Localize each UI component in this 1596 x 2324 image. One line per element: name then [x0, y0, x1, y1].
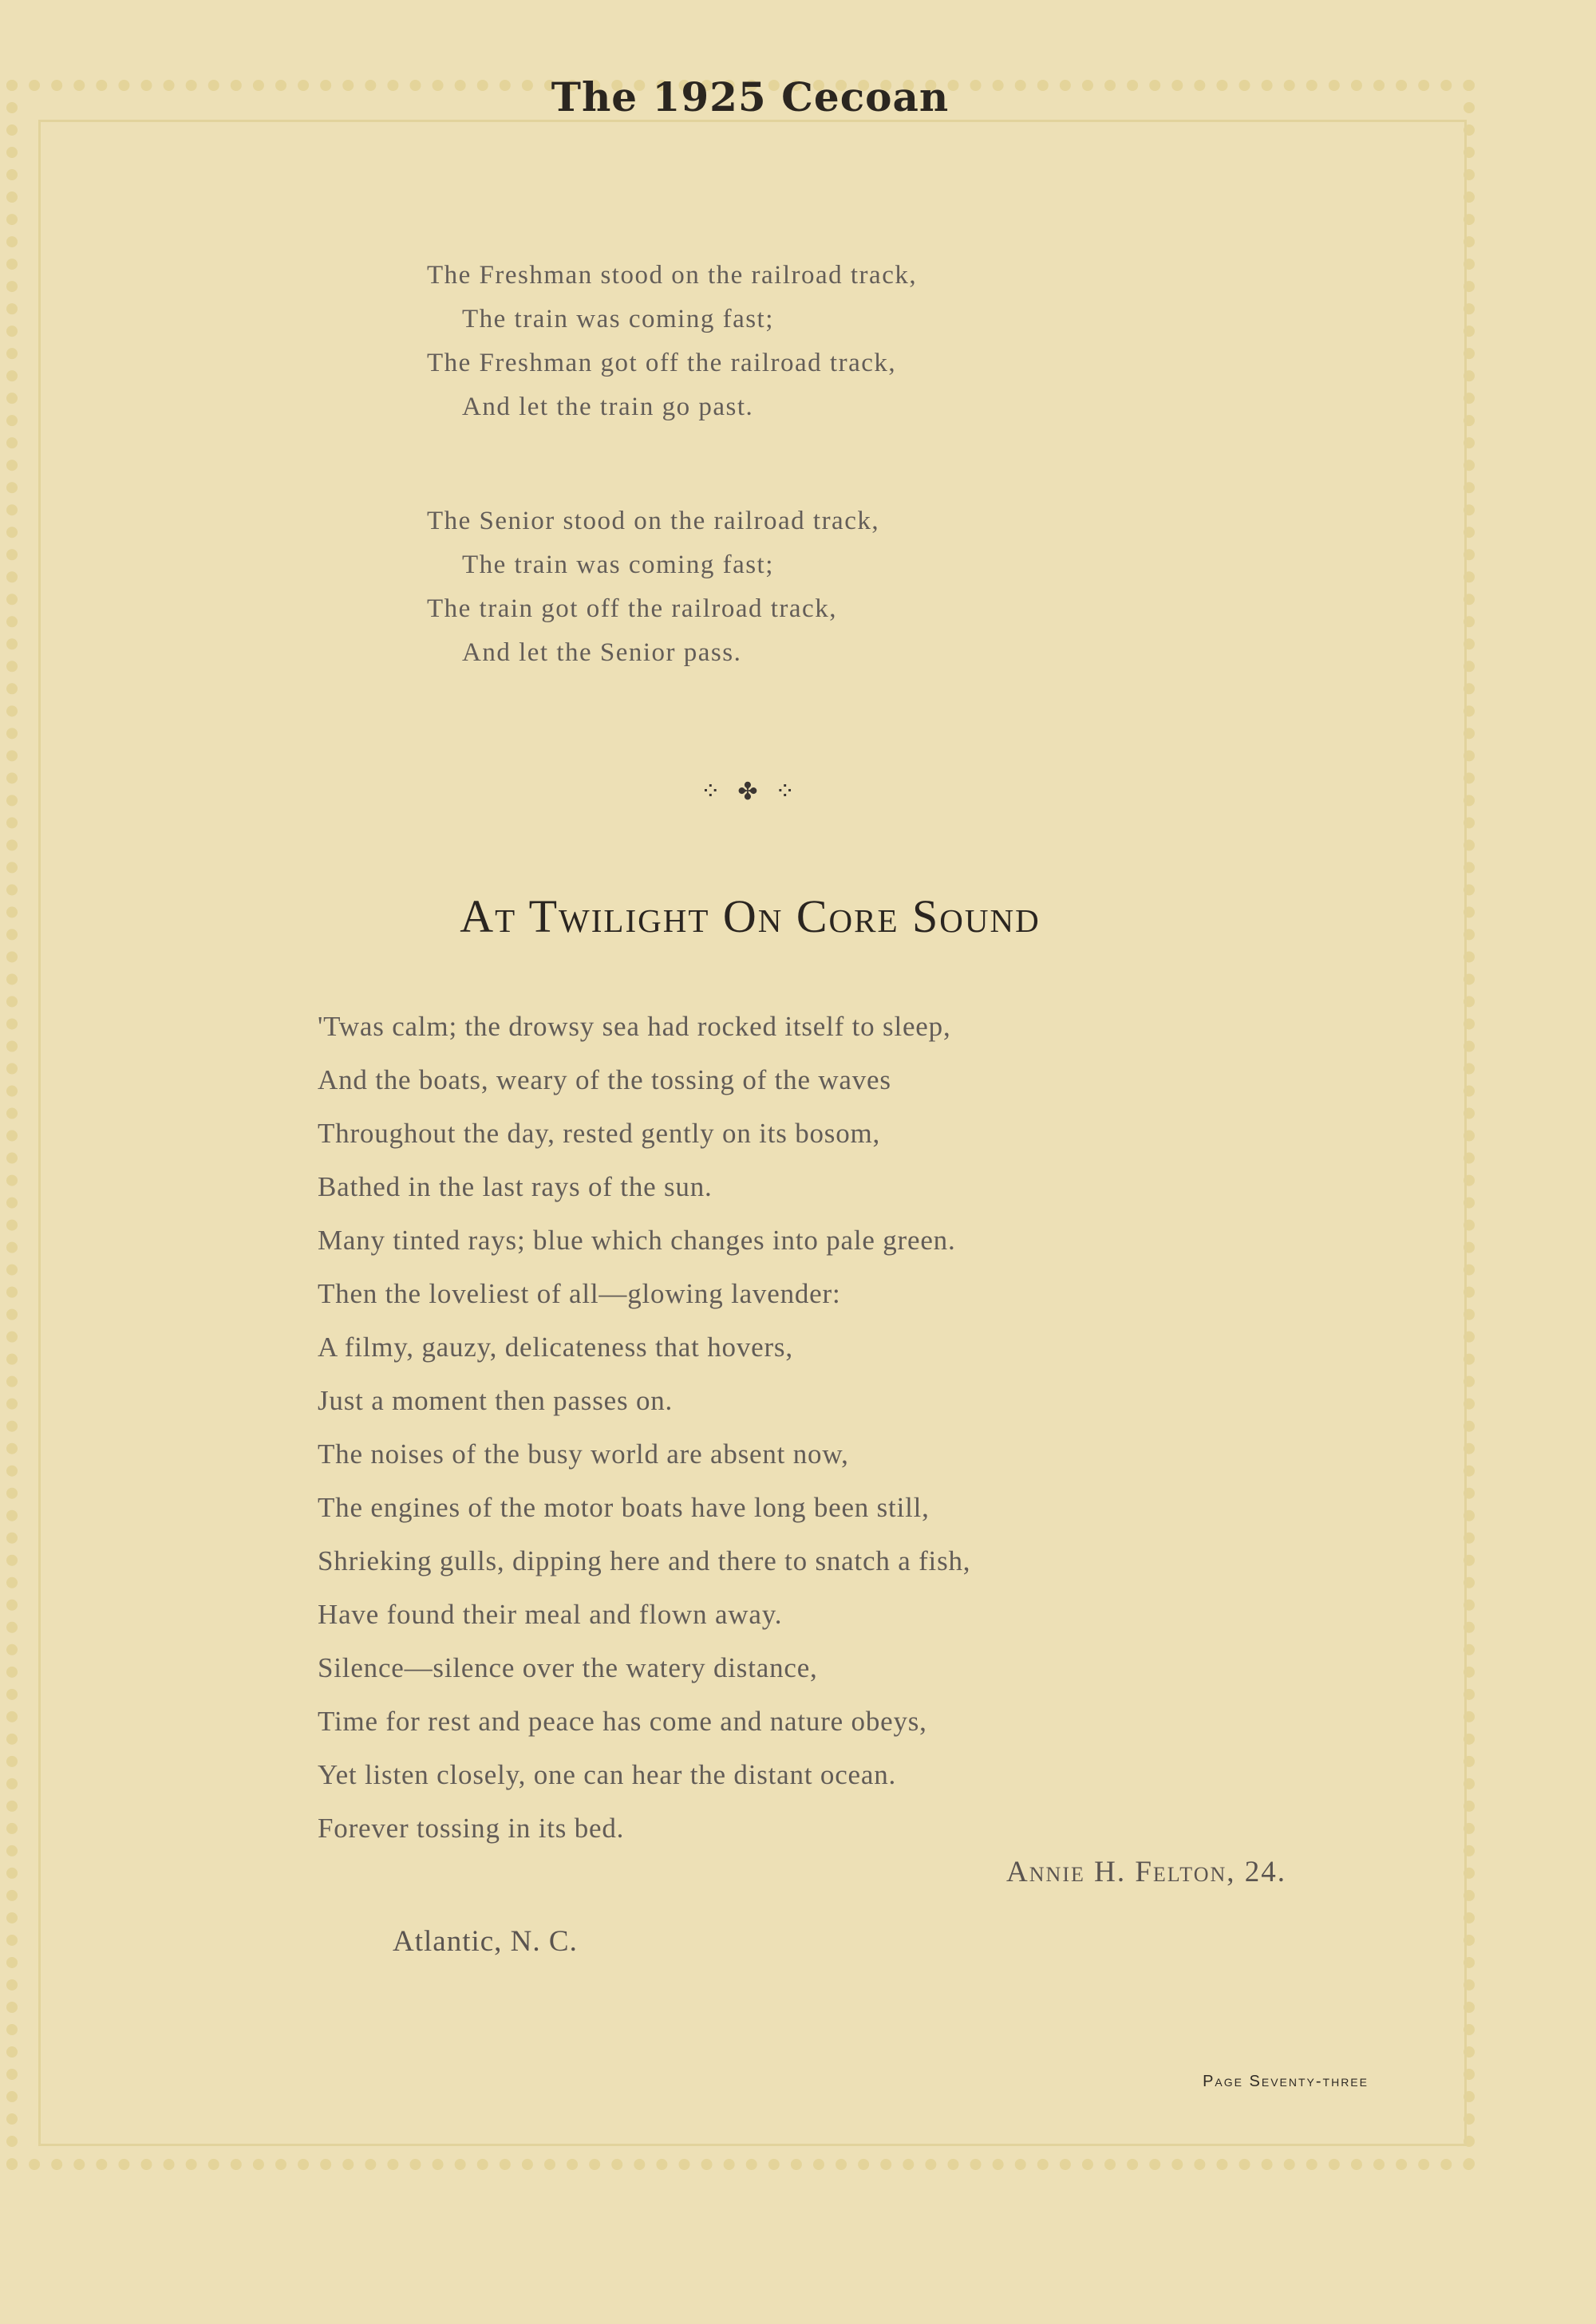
stanza-line: And let the train go past.	[462, 393, 754, 421]
poem-line: Bathed in the last rays of the sun.	[318, 1171, 713, 1202]
section-divider-ornament: ⁘ ✤ ⁘	[700, 778, 800, 806]
poem-body	[318, 1000, 970, 1855]
stanza-line: The train was coming fast;	[462, 305, 774, 333]
stanza-line: And let the Senior pass.	[462, 638, 742, 667]
yearbook-header-title: The 1925 Cecoan	[551, 73, 950, 120]
poem-line: Throughout the day, rested gently on its bosom,	[318, 1118, 881, 1149]
poem-place: Atlantic, N. C.	[393, 1925, 578, 1958]
stanza-line: The train got off the railroad track,	[427, 594, 837, 623]
stanza-line: The train was coming fast;	[462, 550, 774, 579]
poem-line: Yet listen closely, one can hear the distant ocean.	[318, 1759, 897, 1790]
poem-line: Then the loveliest of all—glowing lavender:	[318, 1278, 841, 1309]
page-number: Page Seventy-three	[1203, 2073, 1369, 2090]
poem-line: 'Twas calm; the drowsy sea had rocked itself to sleep,	[318, 1011, 951, 1042]
stanza-senior	[427, 499, 879, 675]
poem-title: At Twilight On Core Sound	[460, 890, 1041, 942]
poem-line: Forever tossing in its bed.	[318, 1813, 625, 1844]
poem-line: Many tinted rays; blue which changes into pale green.	[318, 1225, 956, 1256]
poem-line: And the boats, weary of the tossing of the waves	[318, 1064, 891, 1095]
poem-author: Annie H. Felton, 24.	[1006, 1856, 1286, 1888]
poem-line: Have found their meal and flown away.	[318, 1599, 783, 1630]
poem-line: Time for rest and peace has come and nature obeys,	[318, 1706, 927, 1737]
poem-line: The engines of the motor boats have long been still,	[318, 1492, 930, 1523]
poem-line: The noises of the busy world are absent now,	[318, 1438, 849, 1470]
stanza-line: The Senior stood on the railroad track,	[427, 507, 880, 535]
poem-line: Silence—silence over the watery distance,	[318, 1652, 818, 1683]
stanza-line: The Freshman stood on the railroad track,	[427, 261, 918, 290]
poem-line: Just a moment then passes on.	[318, 1385, 674, 1416]
poem-line: A filmy, gauzy, delicateness that hovers,	[318, 1332, 793, 1363]
stanza-line: The Freshman got off the railroad track,	[427, 349, 897, 377]
poem-line: Shrieking gulls, dipping here and there to snatch a fish,	[318, 1545, 971, 1576]
stanza-freshman	[427, 254, 917, 429]
